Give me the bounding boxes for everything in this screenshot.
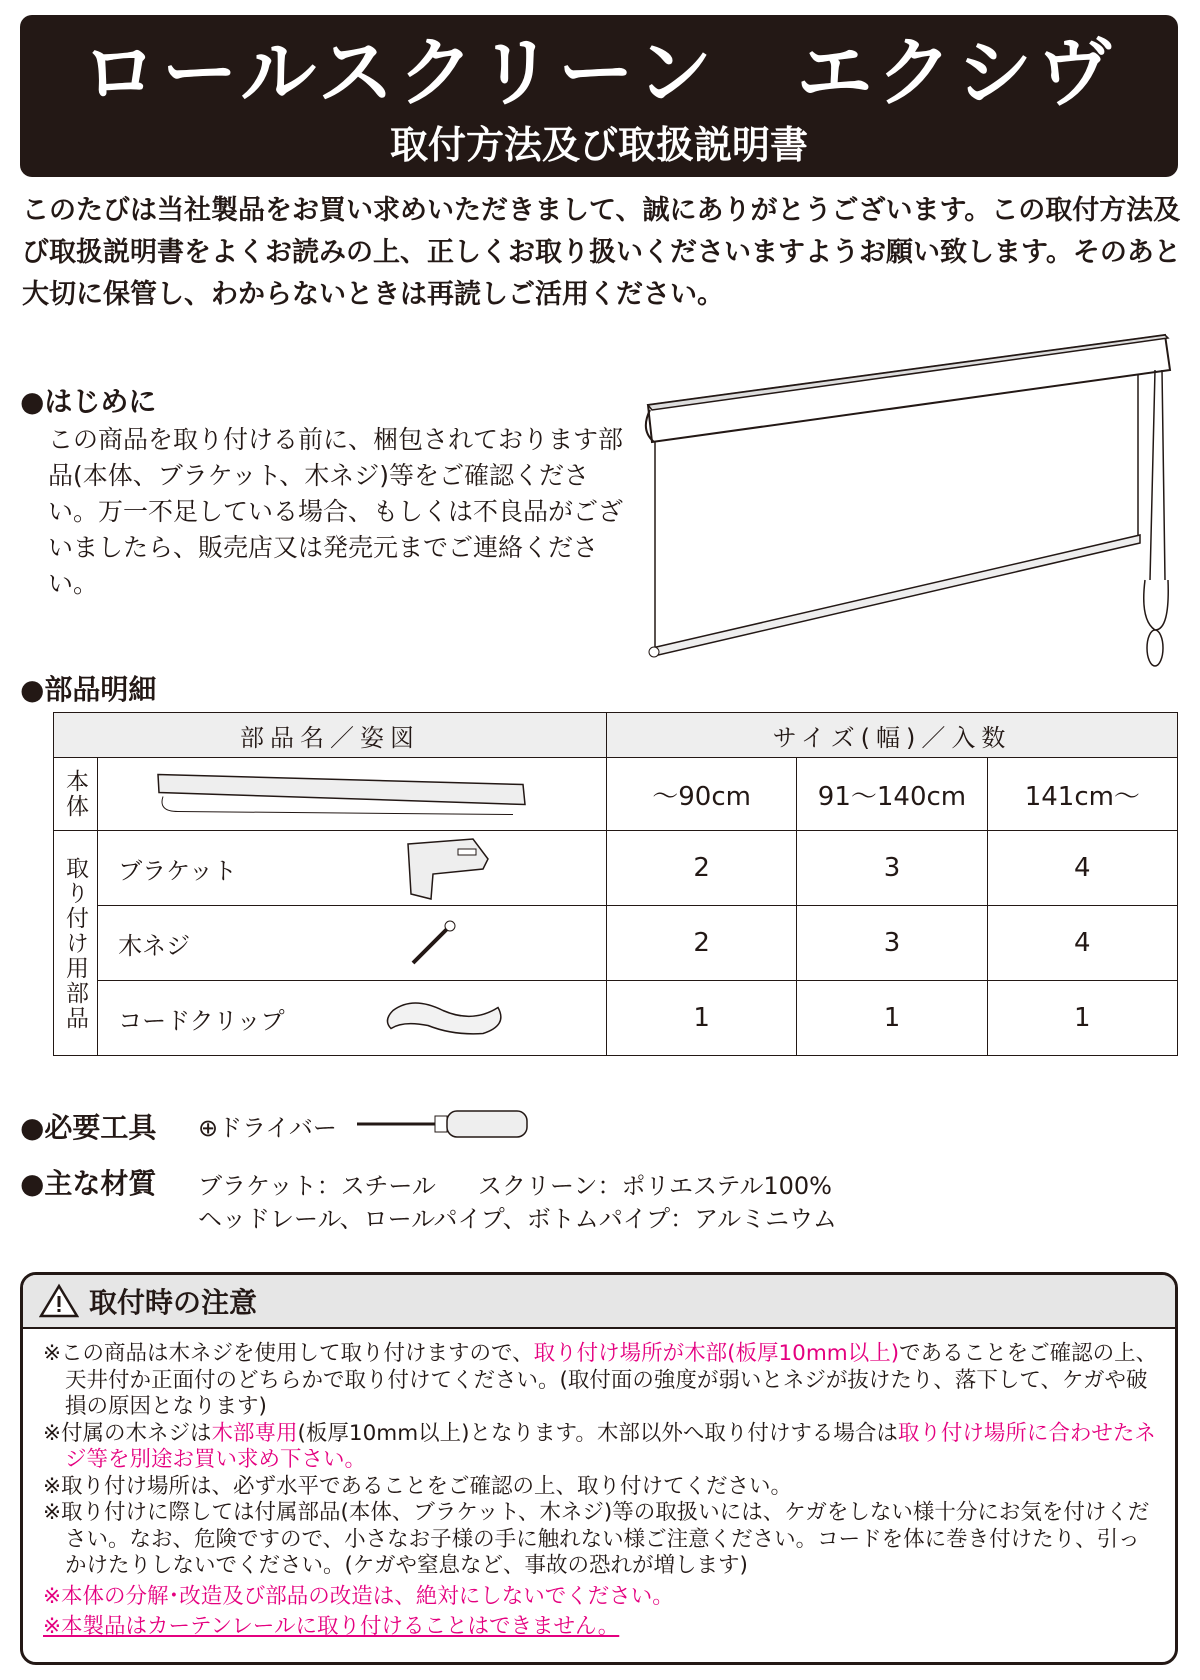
material-bracket: ブラケット：スチール <box>198 1172 436 1200</box>
size-2: 91～140cm <box>797 758 987 831</box>
part-name: 木ネジ <box>118 931 191 960</box>
highlight: 取り付け場所が木部(板厚10mm以上) <box>533 1341 900 1366</box>
caution-note-6: ※本製品はカーテンレールに取り付けることはできません。 <box>43 1614 620 1639</box>
screw-icon <box>408 918 458 968</box>
text: ※付属の木ネジは <box>43 1420 212 1446</box>
tools-heading: ●必要工具 <box>20 1111 157 1144</box>
caution-note-4: ※取り付けに際しては付属部品(本体、ブラケット、木ネジ)等の取扱いには、ケガをしない様十分にお気を付けください。なお、危険ですので、小さなお子様の手に触れない様ご注意ください。コードを体に巻き付けたり、引っかけたりしないでください。(ケガや窒息など、事故の恐れが増します) <box>43 1500 1150 1578</box>
count: 1 <box>606 981 796 1056</box>
page-title: ロールスクリーン エクシヴ <box>81 28 1117 117</box>
caution-note-3: ※取り付け場所は、必ず水平であることをご確認の上、取り付けてください。 <box>43 1473 793 1499</box>
caution-note-1 <box>43 1341 1161 1421</box>
bracket-icon <box>403 834 493 902</box>
main-body-cell <box>98 758 607 831</box>
intro-body: この商品を取り付ける前に、梱包されております部品(本体、ブラケット、木ネジ)等をご確認ください。万一不足している場合、もしくは不良品がございましたら、販売店又は発売元までご連絡ください。 <box>48 425 624 598</box>
table-row <box>98 981 607 1056</box>
count: 4 <box>987 906 1177 981</box>
count: 2 <box>606 831 796 906</box>
count: 4 <box>987 831 1177 906</box>
main-body-label: 本体 <box>54 758 98 831</box>
text: (板厚10mm以上)となります。木部以外へ取り付けする場合は <box>297 1420 898 1446</box>
part-name: ブラケット <box>118 856 237 885</box>
material-screen: スクリーン：ポリエステル100% <box>478 1172 832 1200</box>
page-subtitle: 取付方法及び取扱説明書 <box>389 123 808 167</box>
caution-box <box>20 1272 1178 1665</box>
highlight: 木部専用 <box>211 1420 298 1446</box>
col-header-size: サイズ(幅)／入数 <box>606 713 1177 758</box>
caution-header <box>23 1275 1175 1329</box>
caution-note-5: ※本体の分解･改造及び部品の改造は、絶対にしないでください。 <box>43 1583 674 1609</box>
parts-table <box>53 712 1178 1056</box>
material-rails: ヘッドレール、ロールパイプ、ボトムパイプ：アルミニウム <box>198 1205 837 1233</box>
intro-text: このたびは当社製品をお買い求めいただきまして、誠にありがとうございます。この取付方法及び取扱説明書をよくお読みの上、正しくお取り扱いくださいますようお願い致します。そのあと大切に保管し、わからないときは再読しご活用ください。 <box>22 195 1181 310</box>
caution-title: 取付時の注意 <box>89 1286 258 1319</box>
screwdriver-icon <box>355 1108 535 1140</box>
text: ※この商品は木ネジを使用して取り付けますので、 <box>43 1341 534 1366</box>
parts-heading: ●部品明細 <box>20 673 157 706</box>
count: 1 <box>987 981 1177 1056</box>
table-row <box>98 906 607 981</box>
warning-icon <box>39 1283 79 1319</box>
count: 1 <box>797 981 987 1056</box>
table-row <box>98 831 607 906</box>
count: 3 <box>797 831 987 906</box>
cord-clip-icon <box>383 996 508 1041</box>
caution-note-2 <box>43 1421 1161 1474</box>
col-header-name: 部品名／姿図 <box>54 713 607 758</box>
title-banner <box>20 15 1178 177</box>
roll-screen-illustration <box>640 330 1180 680</box>
materials-heading: ●主な材質 <box>20 1167 157 1200</box>
fitting-parts-label: 取り付け用部品 <box>54 831 98 1056</box>
size-1: ～90cm <box>606 758 796 831</box>
intro-heading: ●はじめに <box>20 385 157 418</box>
headrail-illustration <box>153 767 533 822</box>
size-3: 141cm～ <box>987 758 1177 831</box>
count: 2 <box>606 906 796 981</box>
highlight: 取り付け場所に合わせたネジ等を別途お買い求め下さい。 <box>65 1420 1156 1472</box>
tool-item: ⊕ドライバー <box>198 1114 337 1142</box>
text: であることをご確認の上、天井付か正面付のどちらかで取り付けてください。(取付面の強度が弱いとネジが抜けたり、落下して、ケガや破損の原因となります) <box>65 1341 1158 1419</box>
count: 3 <box>797 906 987 981</box>
part-name: コードクリップ <box>118 1006 285 1035</box>
